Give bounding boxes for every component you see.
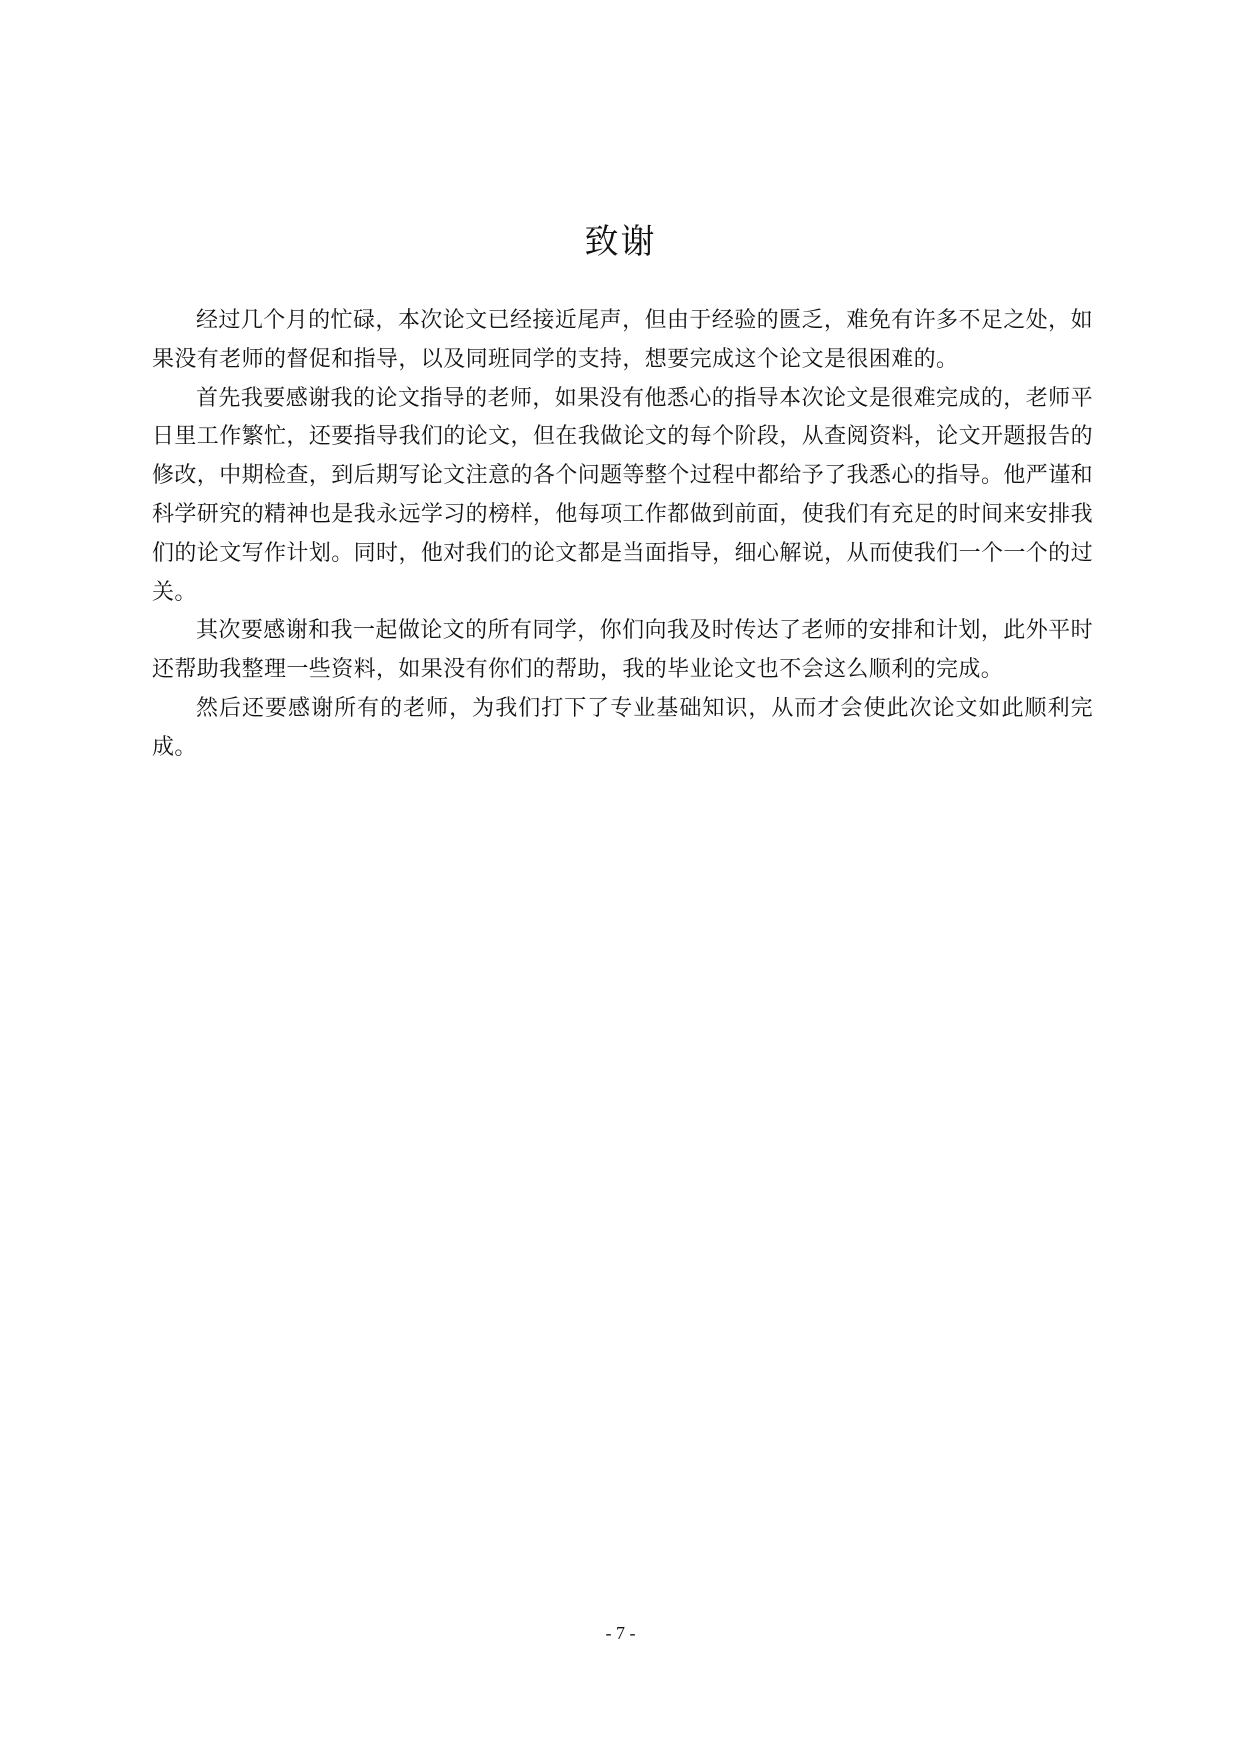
page-title: 致谢 [584,222,657,262]
paragraph-1: 经过几个月的忙碌，本次论文已经接近尾声，但由于经验的匮乏，难免有许多不足之处，如果没有老师的督促和指导，以及同班同学的支持，想要完成这个论文是很困难的。 [152,308,1093,372]
paragraph-3: 其次要感谢和我一起做论文的所有同学，你们向我及时传达了老师的安排和计划，此外平时还帮助我整理一些资料，如果没有你们的帮助，我的毕业论文也不会这么顺利的完成。 [152,618,1093,683]
page-number: - 7 - [605,1623,636,1643]
paragraph-4: 然后还要感谢所有的老师，为我们打下了专业基础知识，从而才会使此次论文如此顺利完成。 [152,695,1093,760]
acknowledgement-body [152,302,1093,768]
paragraph-2: 首先我要感谢我的论文指导的老师，如果没有他悉心的指导本次论文是很难完成的，老师平日里工作繁忙，还要指导我们的论文，但在我做论文的每个阶段，从查阅资料，论文开题报告的修改，中期检查，到后期写论文注意的各个问题等整个过程中都给予了我悉心的指导。他严谨和科学研究的精神也是我永远学习的榜样，他每项工作都做到前面，使我们有充足的时间来安排我们的论文写作计划。同时，他对我们的论文都是当面指导，细心解说，从而使我们一个一个的过关。 [152,385,1093,605]
